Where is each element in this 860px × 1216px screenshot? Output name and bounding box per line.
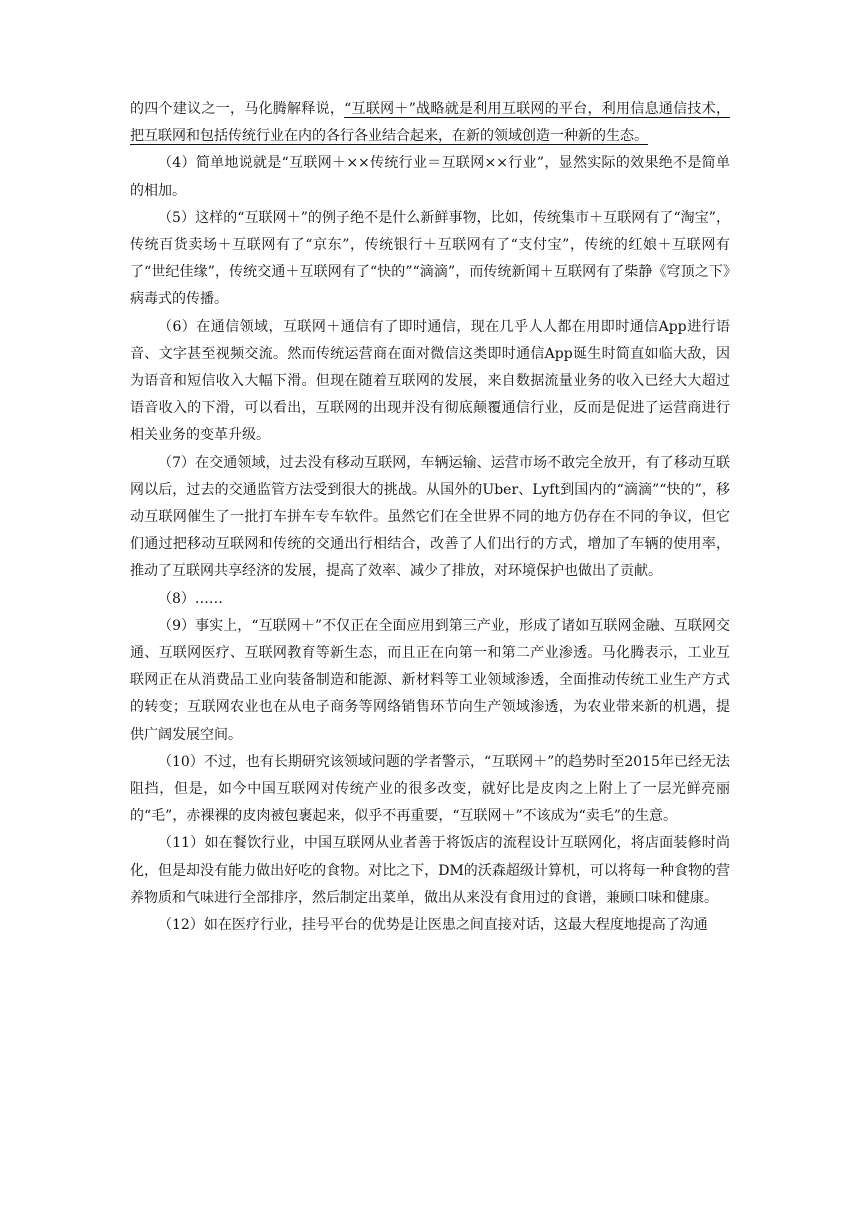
intro-text: 的四个建议之一，马化腾解释说， <box>130 101 345 117</box>
paragraph-6: （6）在通信领域，互联网＋通信有了即时通信，现在几乎人人都在用即时通信App进行语音、文字甚至视频交流。然而传统运营商在面对微信这类即时通信App诞生时简直如临大敌，因为语音和短信收入大幅下滑。但现在随着互联网的发展，来自数据流量业务的收入已经大大超过语音收入的下滑，可以看出，互联网的出现并没有彻底颠覆通信行业，反而是促进了运营商进行相关业务的变革升级。 <box>130 318 730 444</box>
paragraph-10: （10）不过，也有长期研究该领域问题的学者警示，“互联网＋”的趋势时至2015年已经无法阻挡，但是，如今中国互联网对传统产业的很多改变，就好比是皮肉之上附上了一层光鲜亮丽的“毛”，赤裸裸的皮肉被包裹起来，似乎不再重要，“互联网＋”不该成为“卖毛”的生意。 <box>130 753 730 825</box>
article-body <box>130 96 730 939</box>
paragraph-intro <box>130 96 730 150</box>
paragraph-9: （9）事实上，“互联网＋”不仅正在全面应用到第三产业，形成了诸如互联网金融、互联网交通、互联网医疗、互联网教育等新生态，而且正在向第一和第二产业渗透。马化腾表示，工业互联网正在从消费品工业向装备制造和能源、新材料等工业领域渗透，全面推动传统工业生产方式的转变；互联网农业也在从电子商务等网络销售环节向生产领域渗透，为农业带来新的机遇，提供广阔发展空间。 <box>130 617 730 743</box>
paragraph-12: （12）如在医疗行业，挂号平台的优势是让医患之间直接对话，这最大程度地提高了沟通 <box>158 917 708 934</box>
paragraph-8: （8）…… <box>158 590 223 607</box>
paragraph-11: （11）如在餐饮行业，中国互联网从业者善于将饭店的流程设计互联网化，将店面装修时尚化，但是却没有能力做出好吃的食物。对比之下，DM的沃森超级计算机，可以将每一种食物的营养物质和气味进行全部排序，然后制定出菜单，做出从来没有食用过的食谱，兼顾口味和健康。 <box>130 835 730 906</box>
paragraph-7: （7）在交通领域，过去没有移动互联网，车辆运输、运营市场不敢完全放开，有了移动互联网以后，过去的交通监管方法受到很大的挑战。从国外的Uber、Lyft到国内的“滴滴”“快的”，移动互联网催生了一批打车拼车专车软件。虽然它们在全世界不同的地方仍存在不同的争议，但它们通过把移动互联网和传统的交通出行相结合，改善了人们出行的方式，增加了车辆的使用率，推动了互联网共享经济的发展，提高了效率、减少了排放，对环境保护也做出了贡献。 <box>130 454 730 580</box>
underlined-quote: “互联网＋”战略就是利用互联网的平台，利用信息通信技术，把互联网和包括传统行业在内的各行各业结合起来，在新的领域创造一种新的生态。 <box>130 101 730 145</box>
paragraph-4: （4）简单地说就是“互联网＋××传统行业＝互联网××行业”，显然实际的效果绝不是简单的相加。 <box>130 155 730 199</box>
paragraph-5: （5）这样的“互联网＋”的例子绝不是什么新鲜事物，比如，传统集市＋互联网有了“淘宝”，传统百货卖场＋互联网有了“京东”，传统银行＋互联网有了“支付宝”，传统的红娘＋互联网有了“世纪佳缘”，传统交通＋互联网有了“快的”“滴滴”，而传统新闻＋互联网有了柴静《穹顶之下》病毒式的传播。 <box>130 209 730 308</box>
